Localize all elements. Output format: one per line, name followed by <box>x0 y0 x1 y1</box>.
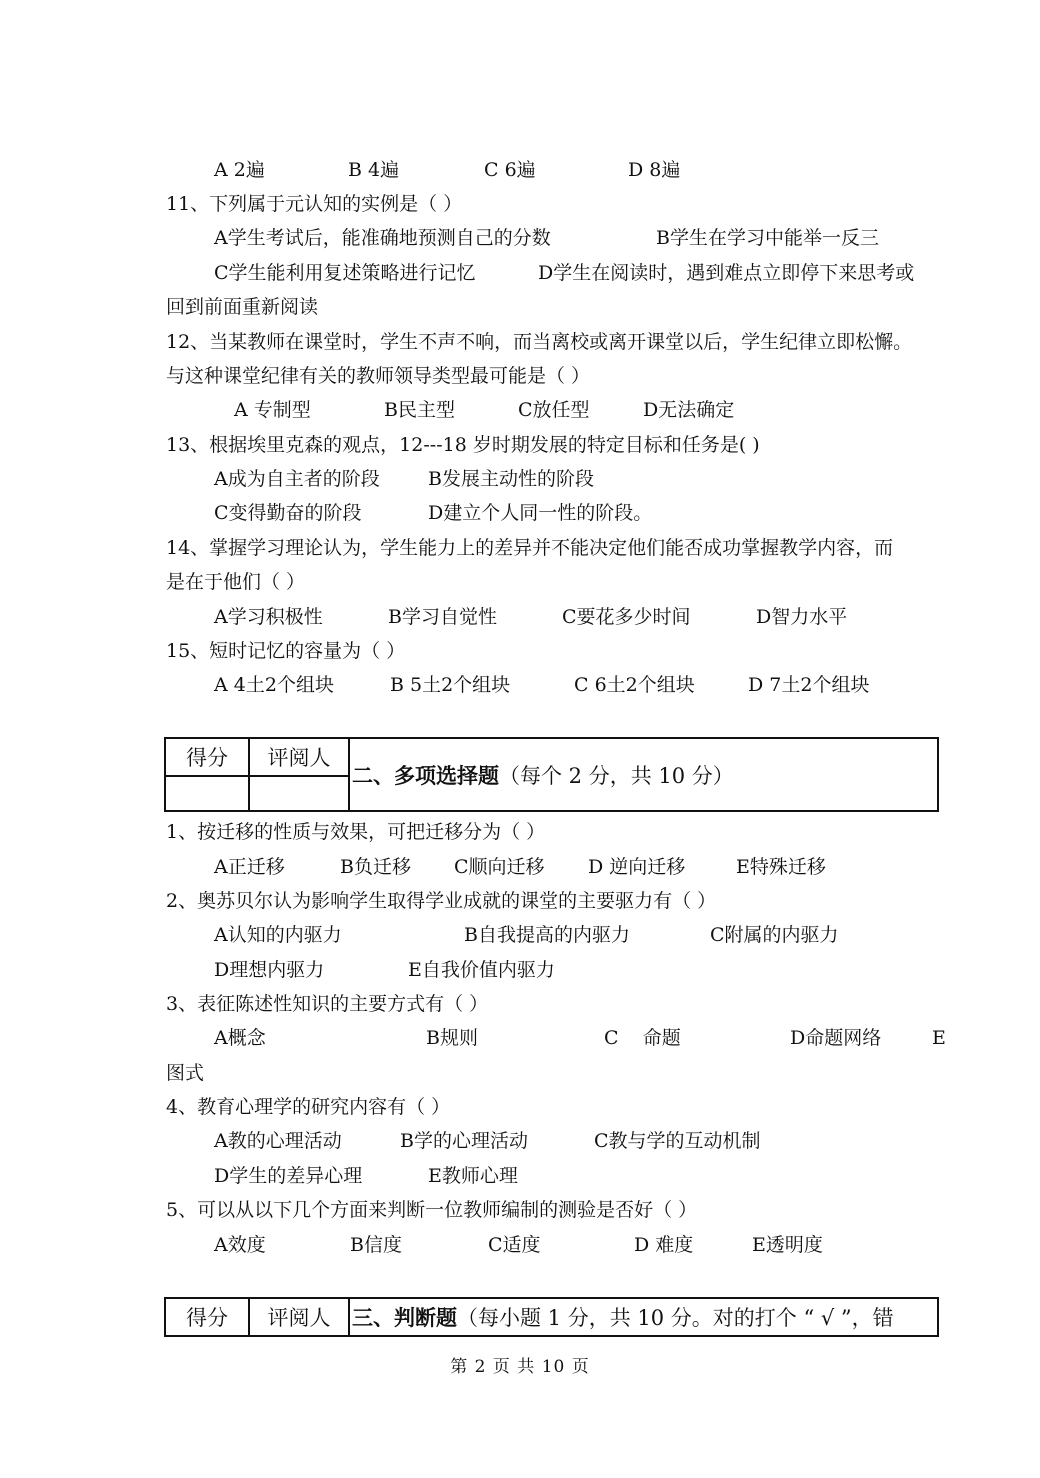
q10-option-c: C 6遍 <box>484 159 536 181</box>
q11-option-c: C学生能利用复述策略进行记忆 <box>214 262 476 284</box>
q12-option-d: D无法确定 <box>643 399 735 421</box>
m3-option-e: E <box>932 1027 946 1049</box>
m2-option-c: C附属的内驱力 <box>710 924 839 946</box>
page-number-footer: 第 2 页 共 10 页 <box>450 1357 590 1377</box>
m4-option-e: E教师心理 <box>428 1165 518 1187</box>
q14-stem-continued: 是在于他们（ ） <box>166 571 306 593</box>
section2-title-bold: 二、多项选择题 <box>352 762 499 788</box>
m4-option-c: C教与学的互动机制 <box>594 1130 761 1152</box>
section2-score-table <box>164 737 939 812</box>
m5-stem: 5、可以从以下几个方面来判断一位教师编制的测验是否好（ ） <box>166 1199 698 1221</box>
q11-option-b: B学生在学习中能举一反三 <box>656 227 879 249</box>
m5-option-c: C适度 <box>488 1234 541 1256</box>
q12-stem-continued: 与这种课堂纪律有关的教师领导类型最可能是（ ） <box>166 365 591 387</box>
q15-option-b: B 5土2个组块 <box>390 674 511 696</box>
section3-title-rest: （每小题 1 分，共 10 分。对的打个 “ √ ”，错 <box>457 1306 894 1330</box>
m2-option-b: B自我提高的内驱力 <box>464 924 630 946</box>
section3-grader-label: 评阅人 <box>250 1299 350 1335</box>
section3-score-table <box>164 1297 939 1337</box>
m3-stem: 3、表征陈述性知识的主要方式有（ ） <box>166 993 489 1015</box>
q13-option-b: B发展主动性的阶段 <box>428 468 594 490</box>
q14-option-c: C要花多少时间 <box>562 606 691 628</box>
q13-option-d: D建立个人同一性的阶段。 <box>428 502 653 524</box>
q14-stem: 14、掌握学习理论认为，学生能力上的差异并不能决定他们能否成功掌握教学内容，而 <box>166 537 894 559</box>
section3-title <box>352 1299 894 1335</box>
m2-stem: 2、奥苏贝尔认为影响学生取得学业成就的课堂的主要驱力有（ ） <box>166 890 717 912</box>
m3-option-b: B规则 <box>426 1027 478 1049</box>
q13-stem: 13、根据埃里克森的观点，12---18 岁时期发展的特定目标和任务是( ) <box>166 434 760 456</box>
section2-title-rest: （每个 2 分，共 10 分） <box>499 763 734 788</box>
q14-option-d: D智力水平 <box>756 606 848 628</box>
q15-option-d: D 7土2个组块 <box>748 674 870 696</box>
section3-title-bold: 三、判断题 <box>352 1305 457 1330</box>
m5-option-d: D 难度 <box>634 1234 694 1256</box>
q11-option-a: A学生考试后，能准确地预测自己的分数 <box>214 227 551 249</box>
section2-grader-cell <box>250 777 350 810</box>
q10-option-b: B 4遍 <box>348 159 400 181</box>
m1-option-b: B负迁移 <box>340 856 411 878</box>
m1-option-e: E特殊迁移 <box>736 856 826 878</box>
m3-option-c: C 命题 <box>604 1027 681 1049</box>
m1-option-a: A正迁移 <box>214 856 285 878</box>
q15-option-a: A 4土2个组块 <box>214 674 334 696</box>
q13-option-c: C变得勤奋的阶段 <box>214 502 362 524</box>
m3-option-e-continued: 图式 <box>166 1062 205 1084</box>
q12-stem: 12、当某教师在课堂时，学生不声不响，而当离校或离开课堂以后，学生纪律立即松懈。 <box>166 331 913 353</box>
q10-option-d: D 8遍 <box>628 159 681 181</box>
q14-option-a: A学习积极性 <box>214 606 323 628</box>
q14-option-b: B学习自觉性 <box>388 606 497 628</box>
m4-stem: 4、教育心理学的研究内容有（ ） <box>166 1096 451 1118</box>
section2-score-label: 得分 <box>166 739 250 777</box>
q11-option-d-continued: 回到前面重新阅读 <box>166 296 319 318</box>
q11-stem: 11、下列属于元认知的实例是（ ） <box>166 193 463 215</box>
m5-option-e: E透明度 <box>752 1234 823 1256</box>
section2-title <box>352 739 734 810</box>
m1-option-d: D 逆向迁移 <box>588 856 686 878</box>
m4-option-d: D学生的差异心理 <box>214 1165 363 1187</box>
q12-option-c: C放任型 <box>518 399 590 421</box>
m4-option-a: A教的心理活动 <box>214 1130 342 1152</box>
q13-option-a: A成为自主者的阶段 <box>214 468 380 490</box>
q12-option-a: A 专制型 <box>234 399 311 421</box>
q12-option-b: B民主型 <box>384 399 455 421</box>
section2-score-cell <box>166 777 250 810</box>
m5-option-a: A效度 <box>214 1234 266 1256</box>
section3-score-label: 得分 <box>166 1299 250 1335</box>
q15-stem: 15、短时记忆的容量为（ ） <box>166 640 406 662</box>
m1-stem: 1、按迁移的性质与效果，可把迁移分为（ ） <box>166 821 546 843</box>
m3-option-a: A概念 <box>214 1027 266 1049</box>
m2-option-e: E自我价值内驱力 <box>408 959 555 981</box>
m2-option-a: A认知的内驱力 <box>214 924 342 946</box>
m5-option-b: B信度 <box>350 1234 402 1256</box>
m4-option-b: B学的心理活动 <box>400 1130 528 1152</box>
m3-option-d: D命题网络 <box>790 1027 882 1049</box>
q15-option-c: C 6土2个组块 <box>574 674 695 696</box>
section2-grader-label: 评阅人 <box>250 739 350 777</box>
q11-option-d: D学生在阅读时，遇到难点立即停下来思考或 <box>538 262 915 284</box>
q10-option-a: A 2遍 <box>214 159 265 181</box>
m1-option-c: C顺向迁移 <box>454 856 545 878</box>
m2-option-d: D理想内驱力 <box>214 959 325 981</box>
